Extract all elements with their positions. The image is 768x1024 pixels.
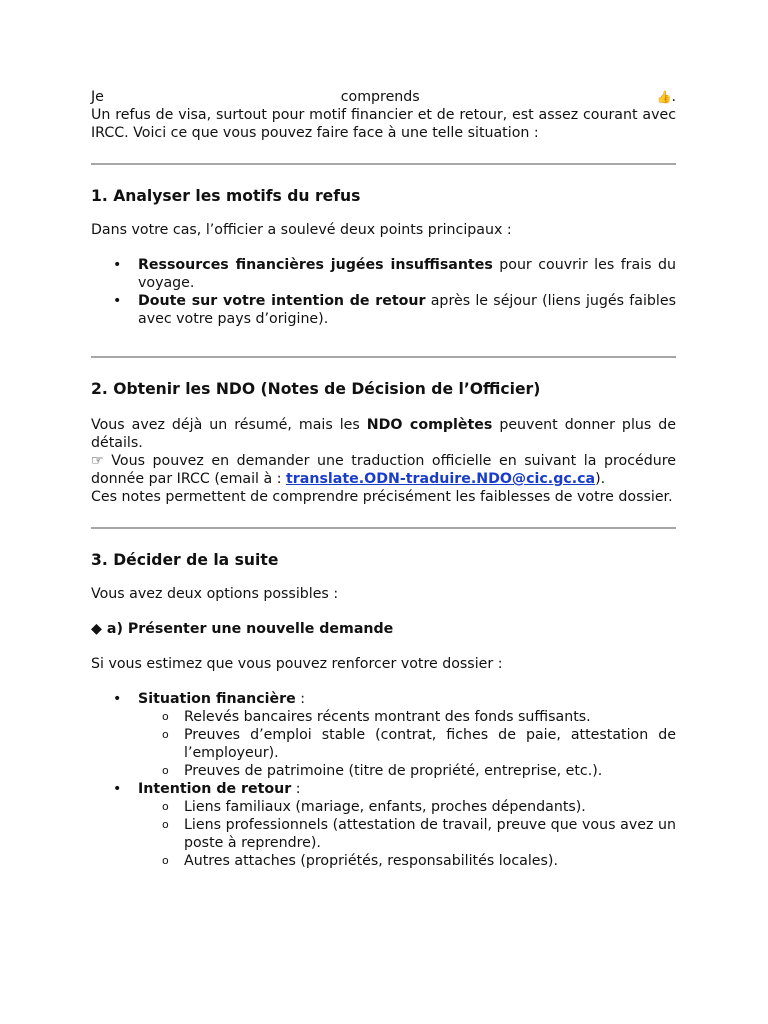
- sub-list-item: o Preuves d’emploi stable (contrat, fiches de paie, attestation de l’employeur).: [138, 726, 676, 762]
- sub-list-item: o Autres attaches (propriétés, responsabilités locales).: [138, 852, 676, 870]
- section-3-title: 3. Décider de la suite: [91, 551, 279, 569]
- divider: [91, 163, 676, 165]
- intro-paragraph: Un refus de visa, surtout pour motif financier et de retour, est assez courant avec IRCC. Voici ce que vous pouvez faire face à une telle situation :: [91, 107, 676, 141]
- list-item: [91, 690, 676, 780]
- sub-list-item: o Preuves de patrimoine (titre de propriété, entreprise, etc.).: [138, 762, 676, 780]
- intro-first-line: [91, 88, 676, 106]
- thumbs-up-icon: 👍: [656, 90, 672, 104]
- option-a-label: a) Présenter une nouvelle demande: [106, 621, 394, 637]
- diamond-icon: ◆: [91, 621, 102, 637]
- sub-list-item: o Liens familiaux (mariage, enfants, proches dépendants).: [138, 798, 676, 816]
- list-item-bold: Ressources financières jugées insuffisantes: [138, 257, 493, 273]
- option-a-heading: [91, 620, 676, 638]
- section-3-lead: Vous avez deux options possibles :: [91, 586, 339, 602]
- option-a-intro: Si vous estimez que vous pouvez renforcer votre dossier :: [91, 656, 503, 672]
- sub-list-item: o Liens professionnels (attestation de travail, preuve que vous avez un poste à reprendre).: [138, 816, 676, 852]
- sub-list: [138, 798, 676, 870]
- section-2-text: Vous avez déjà un résumé, mais les: [91, 417, 367, 433]
- divider: [91, 356, 676, 358]
- section-2-text: peuvent donner plus de détails.: [91, 417, 676, 451]
- intro-period: .: [671, 89, 676, 105]
- section-2-text: Vous pouvez en demander une traduction officielle en suivant la procédure donnée par IRCC (email à :: [91, 453, 676, 487]
- intro-word-je: Je: [91, 89, 104, 105]
- group-suffix: :: [295, 691, 306, 707]
- email-link[interactable]: translate.ODN-traduire.NDO@cic.gc.ca: [286, 471, 596, 487]
- section-1-title: 1. Analyser les motifs du refus: [91, 187, 361, 205]
- list-item-text: pour couvrir les frais du voyage.: [138, 257, 677, 291]
- list-item-text: après le séjour (liens jugés faibles avec votre pays d’origine).: [138, 293, 676, 327]
- sub-list: [138, 708, 676, 780]
- section-2-title: 2. Obtenir les NDO (Notes de Décision de l’Officier): [91, 380, 541, 398]
- group-label: Intention de retour: [138, 781, 292, 797]
- list-item: [91, 256, 676, 292]
- ndo-bold: NDO complètes: [366, 417, 493, 433]
- refusal-reasons-list: [91, 256, 676, 328]
- pointing-hand-icon: ☞: [91, 453, 104, 469]
- reinforcement-list: [91, 690, 676, 870]
- list-item: [91, 292, 676, 328]
- section-2-paragraph-1: [91, 416, 676, 452]
- section-1-lead: Dans votre cas, l’officier a soulevé deux points principaux :: [91, 222, 512, 238]
- divider: [91, 527, 676, 529]
- intro-word-comprends: comprends: [340, 89, 420, 105]
- intro-end: [657, 88, 676, 106]
- document-content: [91, 88, 676, 870]
- section-2-paragraph-2: [91, 452, 676, 488]
- section-2-text: ).: [595, 471, 606, 487]
- group-label: Situation financière: [138, 691, 296, 707]
- list-item-bold: Doute sur votre intention de retour: [138, 293, 426, 309]
- list-item: [91, 780, 676, 870]
- section-2-paragraph-3: Ces notes permettent de comprendre précisément les faiblesses de votre dossier.: [91, 489, 673, 505]
- sub-list-item: o Relevés bancaires récents montrant des fonds suffisants.: [138, 708, 676, 726]
- group-suffix: :: [291, 781, 301, 797]
